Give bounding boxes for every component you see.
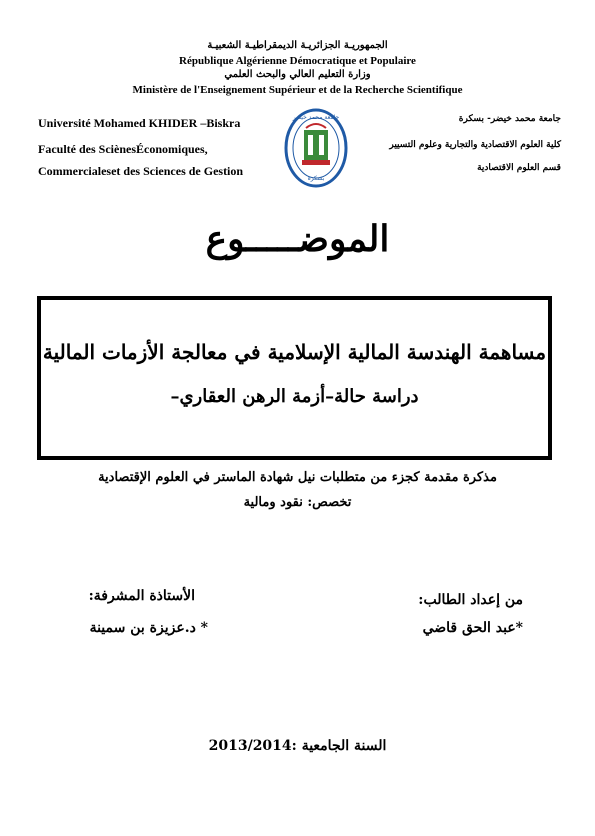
- academic-year: السنة الجامعية :2013/2014: [208, 738, 387, 754]
- republic-french: République Algérienne Démocratique et Populaire: [179, 55, 416, 67]
- ministry-french: Ministère de l'Enseignement Supérieur et de la Recherche Scientifique: [132, 84, 463, 96]
- republic-arabic: الجمهوريـة الجزائريـة الديمقراطيـة الشعبيـة: [207, 40, 388, 51]
- student-label: من إعداد الطالب:: [418, 592, 523, 608]
- university-name-arabic: جامعة محمد خيضر- بسكرة: [458, 114, 561, 124]
- specialization: تخصص: نقود ومالية: [243, 495, 352, 510]
- thesis-title-line1: مساهمة الهندسة المالية الإسلامية في معالجة الأزمات المالية: [42, 340, 547, 364]
- faculty-name-french-line1: Faculté des SciènesÉconomiques,: [38, 142, 208, 156]
- student-name: *عبد الحق قاضي: [422, 620, 523, 636]
- subject-heading: الموضـــــوع: [205, 218, 390, 260]
- memo-description: مذكرة مقدمة كجزء من متطلبات نيل شهادة الماستر في العلوم الإقتصادية: [98, 470, 497, 485]
- university-logo-icon: [284, 108, 348, 188]
- supervisor-label: الأستاذة المشرفة:: [88, 588, 195, 604]
- university-logo: [284, 108, 348, 188]
- supervisor-name: * د.عزيزة بن سمينة: [89, 620, 208, 636]
- logo-top-text: جامعة محمد خيضر: [292, 114, 340, 121]
- university-name-french: Université Mohamed KHIDER –Biskra: [38, 116, 241, 130]
- ministry-arabic: وزارة التعليم العالي والبحث العلمي: [224, 69, 371, 80]
- thesis-title-box: [37, 296, 552, 460]
- thesis-title-line2: دراسة حالة–أزمة الرهن العقاري–: [170, 386, 419, 407]
- faculty-name-french-line2: Commercialeset des Sciences de Gestion: [38, 164, 244, 178]
- department-name-arabic: قسم العلوم الاقتصادية: [477, 163, 561, 173]
- faculty-name-arabic: كلية العلوم الاقتصادية والتجارية وعلوم التسيير: [389, 140, 561, 150]
- logo-bottom-text: بسكرة: [307, 175, 325, 182]
